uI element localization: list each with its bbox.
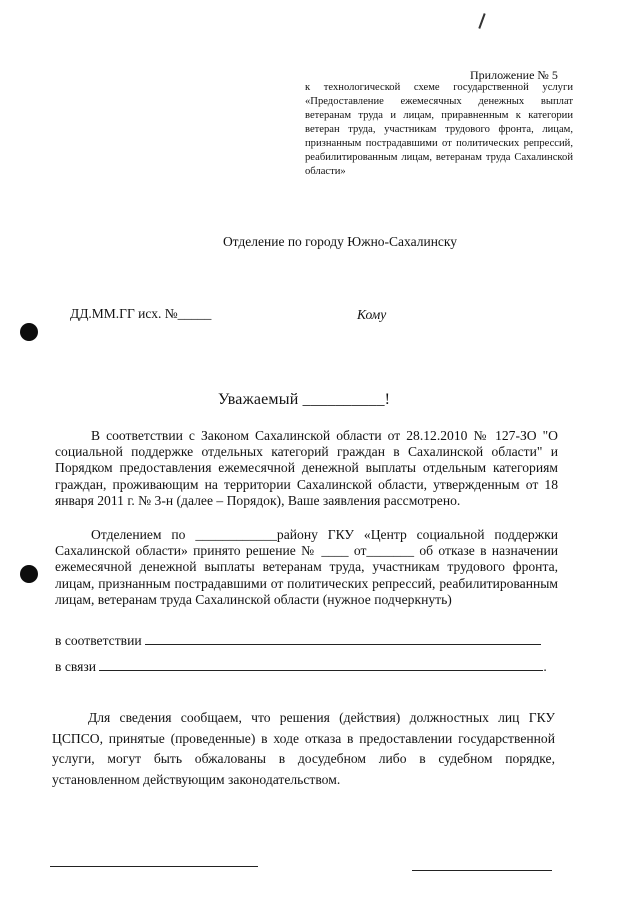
appendix-title: Приложение № 5 xyxy=(470,68,558,82)
compliance-label: в соответствии xyxy=(55,633,142,648)
signature-line-right xyxy=(412,870,552,871)
paragraph-appeal: Для сведения сообщаем, что решения (действия) должностных лиц ГКУ ЦСПСО, принятые (проведенные) в ходе отказа в предоставлении государственной услуги, могут быть обжалованы в досудебном либо в судебном порядке, установленном действующим законодательством. xyxy=(52,710,555,787)
compliance-fill-line xyxy=(145,632,541,645)
reason-label: в связи xyxy=(55,659,96,674)
reason-fill-line xyxy=(99,658,543,671)
punch-hole-top xyxy=(20,323,38,341)
department-name: Отделение по городу Южно-Сахалинску xyxy=(222,234,458,249)
paragraph-law: В соответствии с Законом Сахалинской области от 28.12.2010 № 127-ЗО "О социальной поддержке отдельных категорий граждан в Сахалинской области" и Порядком предоставления ежемесячной денежной выплаты отдельным категориям граждан, проживающим на территории Сахалинской области, утвержденным от 18 января 2011 г. № 3-н (далее – Порядок), Ваше заявления рассмотрено. xyxy=(55,428,558,508)
paragraph-decision: Отделением по ____________району ГКУ «Центр социальной поддержки Сахалинской области» принято решение № ____ от_______ об отказе в назначении ежемесячной денежной выплаты ветеранам труда, участникам трудового фронта, лицам, признанным пострадавшими от политических репрессий, реабилитированным лицам, ветеранам труда Сахалинской области (нужное подчеркнуть) xyxy=(55,527,558,607)
greeting: Уважаемый __________! xyxy=(218,391,391,408)
compliance-row xyxy=(55,632,541,649)
reason-row xyxy=(55,658,547,675)
recipient-label: Кому xyxy=(357,307,387,322)
scan-mark xyxy=(478,13,485,29)
appendix-body: к технологической схеме государственной услуги «Предоставление ежемесячных денежных выплат ветеранам труда и лицам, приравненным к категории ветеран труда, участникам трудового фронта, лицам, признанным пострадавшими от политических репрессий, реабилитированным лицам, ветеранам труда Сахалинской области» xyxy=(305,82,573,177)
reason-period: . xyxy=(543,659,547,674)
outgoing-number: ДД.ММ.ГГ исх. №_____ xyxy=(70,306,212,321)
punch-hole-bottom xyxy=(20,565,38,583)
signature-line-left xyxy=(50,866,258,867)
